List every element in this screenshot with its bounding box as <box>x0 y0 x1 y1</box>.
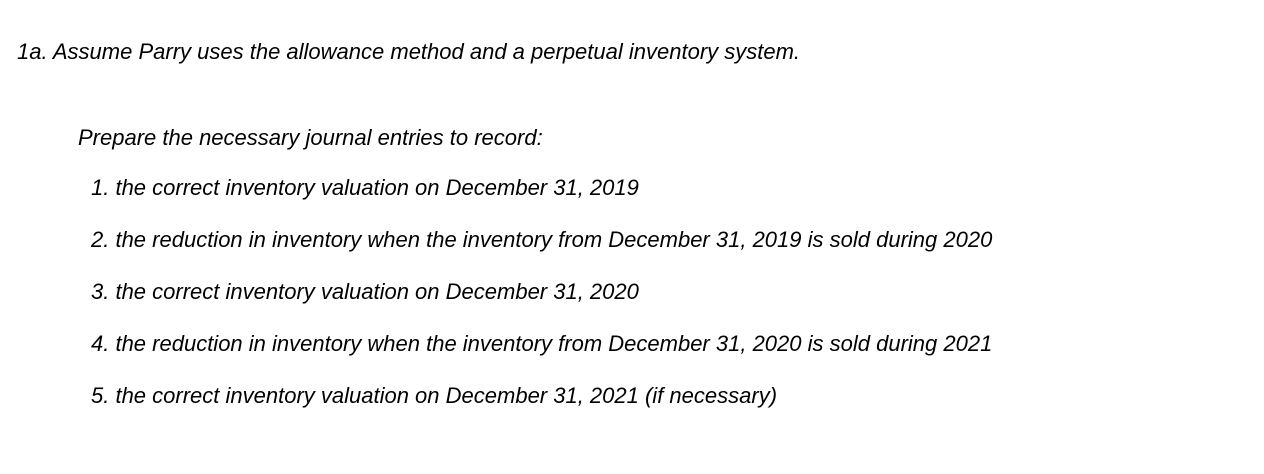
task-item-2: 2. the reduction in inventory when the inventory from December 31, 2019 is sold during 2020 <box>91 227 993 252</box>
question-heading: 1a. Assume Parry uses the allowance method and a perpetual inventory system. <box>17 39 801 64</box>
journal-entry-task-list <box>91 174 992 434</box>
task-item-4: 4. the reduction in inventory when the inventory from December 31, 2020 is sold during 2021 <box>91 331 993 356</box>
task-item-3: 3. the correct inventory valuation on December 31, 2020 <box>91 279 639 304</box>
instruction-prompt: Prepare the necessary journal entries to record: <box>78 125 543 150</box>
task-item-5: 5. the correct inventory valuation on December 31, 2021 (if necessary) <box>91 383 778 408</box>
task-item-1: 1. the correct inventory valuation on December 31, 2019 <box>91 175 639 200</box>
